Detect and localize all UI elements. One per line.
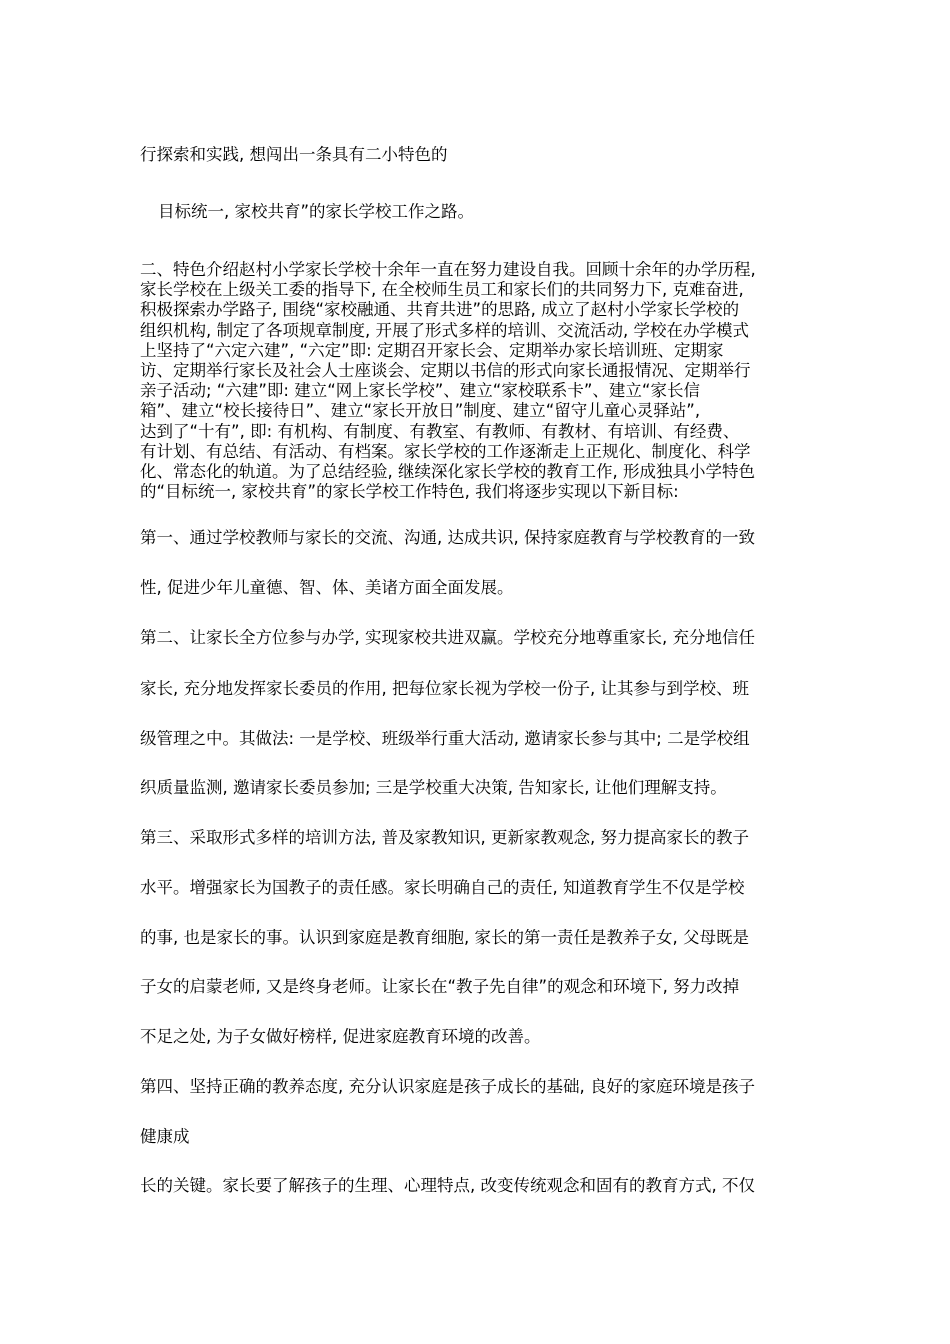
goal-three-line-5: 不足之处, 为子女做好榜样, 促进家庭教育环境的改善。: [140, 1027, 541, 1046]
section-two-line: 的“目标统一, 家校共育”的家长学校工作特色, 我们将逐步实现以下新目标:: [140, 482, 679, 502]
section-two-line: 二、特色介绍赵村小学家长学校十余年一直在努力建设自我。回顾十余年的办学历程,: [140, 260, 756, 279]
section-two-line: 组织机构, 制定了各项规章制度, 开展了形式多样的培训、交流活动, 学校在办学模式: [140, 320, 749, 340]
section-two-line: 化、常态化的轨道。为了总结经验, 继续深化家长学校的教育工作, 形成独具小学特色: [140, 462, 755, 482]
goal-two-line-2: 家长, 充分地发挥家长委员的作用, 把每位家长视为学校一份子, 让其参与到学校、班: [140, 679, 749, 698]
section-two-line: 访、定期举行家长及社会人士座谈会、定期以书信的形式向家长通报情况、定期举行: [140, 361, 751, 381]
goal-four-line-3: 长的关键。家长要了解孩子的生理、心理特点, 改变传统观念和固有的教育方式, 不仅: [140, 1176, 755, 1195]
section-two-paragraph: [140, 260, 830, 502]
intro-line-2: 目标统一, 家校共育”的家长学校工作之路。: [158, 202, 475, 221]
goal-two-line-1: 第二、让家长全方位参与办学, 实现家校共进双赢。学校充分地尊重家长, 充分地信任: [140, 628, 755, 647]
goal-three-line-3: 的事, 也是家长的事。认识到家庭是教育细胞, 家长的第一责任是教养子女, 父母既是: [140, 928, 749, 947]
goal-three-line-1: 第三、采取形式多样的培训方法, 普及家教知识, 更新家教观念, 努力提高家长的教子: [140, 828, 749, 847]
section-two-line: 家长学校在上级关工委的指导下, 在全校师生员工和家长们的共同努力下, 克难奋进,: [140, 280, 744, 300]
section-two-line: 有计划、有总结、有活动、有档案。家长学校的工作逐渐走上正规化、制度化、科学: [140, 441, 751, 461]
goal-three-line-2: 水平。增强家长为国教子的责任感。家长明确自己的责任, 知道教育学生不仅是学校: [140, 878, 745, 897]
goal-four-line-1: 第四、坚持正确的教养态度, 充分认识家庭是孩子成长的基础, 良好的家庭环境是孩子: [140, 1077, 755, 1096]
section-two-line: 达到了“十有”, 即: 有机构、有制度、有教室、有教师、有教材、有培训、有经费、: [140, 421, 740, 441]
section-two-line: 上坚持了“六定六建”, “六定”即: 定期召开家长会、定期举办家长培训班、定期家: [140, 340, 724, 360]
goal-three-line-4: 子女的启蒙老师, 又是终身老师。让家长在“教子先自律”的观念和环境下, 努力改掉: [140, 977, 740, 996]
goal-one-line-2: 性, 促进少年儿童德、智、体、美诸方面全面发展。: [140, 578, 514, 597]
goal-two-line-3: 级管理之中。其做法: 一是学校、班级举行重大活动, 邀请家长参与其中; 二是学校组: [140, 729, 750, 748]
goal-four-line-2: 健康成: [140, 1127, 190, 1146]
section-two-line: 箱”、建立“校长接待日”、建立“家长开放日”制度、建立“留守儿童心灵驿站”,: [140, 401, 701, 421]
goal-two-line-4: 织质量监测, 邀请家长委员参加; 三是学校重大决策, 告知家长, 让他们理解支持。: [140, 778, 727, 797]
goal-one-line-1: 第一、通过学校教师与家长的交流、沟通, 达成共识, 保持家庭教育与学校教育的一致: [140, 528, 755, 547]
section-two-line: 亲子活动; “六建”即: 建立“网上家长学校”、建立“家校联系卡”、建立“家长信: [140, 381, 700, 401]
section-two-line: 积极探索办学路子, 围绕“家校融通、共育共进”的思路, 成立了赵村小学家长学校的: [140, 300, 740, 320]
intro-line-1: 行探索和实践, 想闯出一条具有二小特色的: [140, 145, 448, 164]
